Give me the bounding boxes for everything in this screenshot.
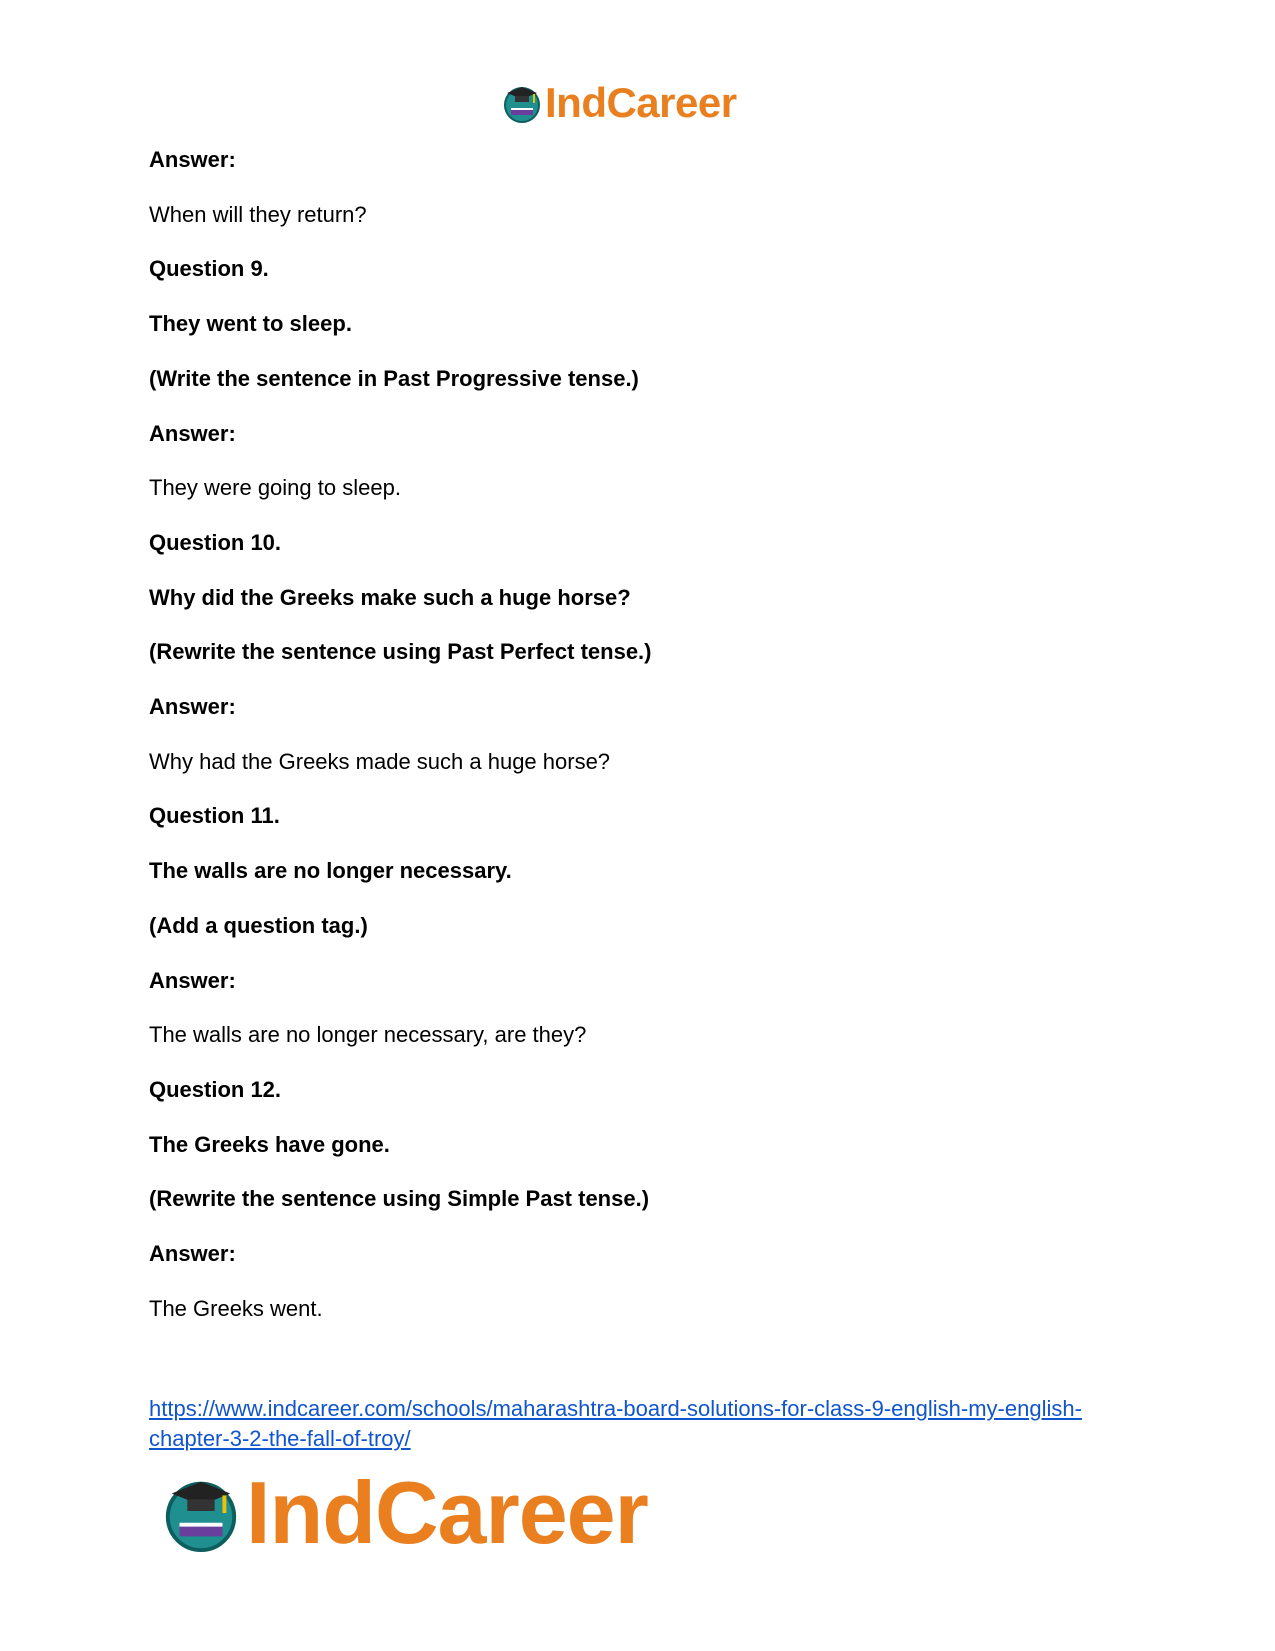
question-line: The Greeks have gone.: [149, 1132, 390, 1157]
question-line: Why did the Greeks make such a huge horse?: [149, 585, 631, 610]
question-line: (Rewrite the sentence using Past Perfect tense.): [149, 639, 652, 664]
question-line: Question 9.: [149, 256, 269, 281]
question-line: Answer:: [149, 1241, 236, 1266]
question-line: Answer:: [149, 968, 236, 993]
source-link-line-2[interactable]: chapter-3-2-the-fall-of-troy/: [149, 1426, 411, 1451]
answer-text: Why had the Greeks made such a huge horse?: [149, 749, 611, 774]
question-line: Answer:: [149, 147, 236, 172]
graduation-globe-icon: [160, 1472, 242, 1554]
question-line: Question 10.: [149, 530, 282, 555]
header-logo: [501, 80, 737, 126]
question-line: (Write the sentence in Past Progressive tense.): [149, 366, 639, 391]
question-line: (Add a question tag.): [149, 913, 368, 938]
question-line: Question 12.: [149, 1077, 282, 1102]
header-logo-text: IndCareer: [545, 79, 737, 126]
answer-text: The Greeks went.: [149, 1296, 323, 1321]
footer-logo-text: IndCareer: [246, 1463, 648, 1562]
source-link-line-1[interactable]: https://www.indcareer.com/schools/maharashtra-board-solutions-for-class-9-english-my-english-: [149, 1396, 1082, 1421]
question-line: Answer:: [149, 421, 236, 446]
answer-text: They were going to sleep.: [149, 475, 401, 500]
graduation-globe-icon: [501, 82, 543, 124]
question-line: Question 11.: [149, 803, 280, 828]
question-line: The walls are no longer necessary.: [149, 858, 512, 883]
source-link[interactable]: [149, 1394, 1149, 1454]
question-line: Answer:: [149, 694, 236, 719]
footer-logo: [160, 1463, 648, 1562]
question-line: They went to sleep.: [149, 311, 352, 336]
answer-text: The walls are no longer necessary, are they?: [149, 1022, 587, 1047]
question-line: (Rewrite the sentence using Simple Past tense.): [149, 1186, 650, 1211]
answer-text: When will they return?: [149, 202, 367, 227]
